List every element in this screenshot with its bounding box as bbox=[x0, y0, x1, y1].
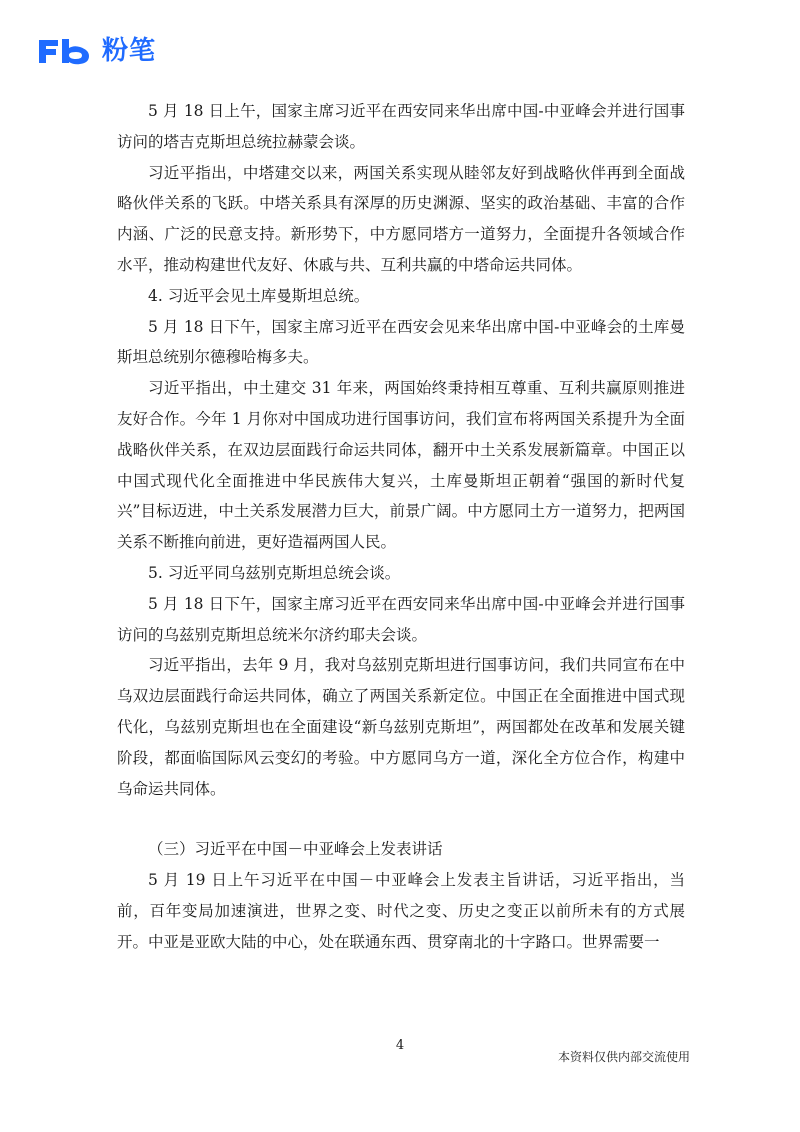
paragraph: 5 月 18 日上午，国家主席习近平在西安同来华出席中国-中亚峰会并进行国事访问的塔吉克斯坦总统拉赫蒙会谈。 bbox=[117, 102, 685, 151]
fenbi-logo-icon bbox=[36, 36, 94, 66]
section-heading: （三）习近平在中国－中亚峰会上发表讲话 bbox=[148, 840, 443, 859]
brand-logo bbox=[36, 36, 156, 66]
footer-note: 本资料仅供内部交流使用 bbox=[557, 1050, 690, 1064]
document-body bbox=[117, 96, 685, 958]
paragraph: 习近平指出，中土建交 31 年来，两国始终秉持相互尊重、互利共赢原则推进友好合作。今年 1 月你对中国成功进行国事访问，我们宣布将两国关系提升为全面战略伙伴关系，在双边层面践行命运共同体，翻开中土关系发展新篇章。中国正以中国式现代化全面推进中华民族伟大复兴，土库曼斯坦正朝着“强国的新时代复兴”目标迈进，中土关系发展潜力巨大，前景广阔。中方愿同土方一道努力，把两国关系不断推向前进，更好造福两国人民。 bbox=[117, 379, 685, 552]
paragraph: 5 月 18 日下午，国家主席习近平在西安同来华出席中国-中亚峰会并进行国事访问的乌兹别克斯坦总统米尔济约耶夫会谈。 bbox=[117, 594, 685, 644]
section-heading: 5. 习近平同乌兹别克斯坦总统会谈。 bbox=[148, 563, 401, 582]
paragraph: 5 月 18 日下午，国家主席习近平在西安会见来华出席中国-中亚峰会的土库曼斯坦总统别尔德穆哈梅多夫。 bbox=[117, 317, 685, 367]
section-heading: 4. 习近平会见土库曼斯坦总统。 bbox=[148, 286, 370, 305]
paragraph: 习近平指出，去年 9 月，我对乌兹别克斯坦进行国事访问，我们共同宣布在中乌双边层面践行命运共同体，确立了两国关系新定位。中国正在全面推进中国式现代化，乌兹别克斯坦也在全面建设“新乌兹别克斯坦”，两国都处在改革和发展关键阶段，都面临国际风云变幻的考验。中方愿同乌方一道，深化全方位合作，构建中乌命运共同体。 bbox=[117, 656, 685, 798]
logo-text: 粉笔 bbox=[102, 36, 157, 66]
paragraph: 5 月 19 日上午习近平在中国－中亚峰会上发表主旨讲话，习近平指出，当前，百年变局加速演进，世界之变、时代之变、历史之变正以前所未有的方式展开。中亚是亚欧大陆的中心，处在联通东西、贯穿南北的十字路口。世界需要一 bbox=[117, 871, 685, 951]
page-number: 4 bbox=[395, 1038, 405, 1053]
paragraph: 习近平指出，中塔建交以来，两国关系实现从睦邻友好到战略伙伴再到全面战略伙伴关系的飞跃。中塔关系具有深厚的历史渊源、坚实的政治基础、丰富的合作内涵、广泛的民意支持。新形势下，中方愿同塔方一道努力，全面提升各领域合作水平，推动构建世代友好、休戚与共、互利共赢的中塔命运共同体。 bbox=[117, 163, 685, 274]
